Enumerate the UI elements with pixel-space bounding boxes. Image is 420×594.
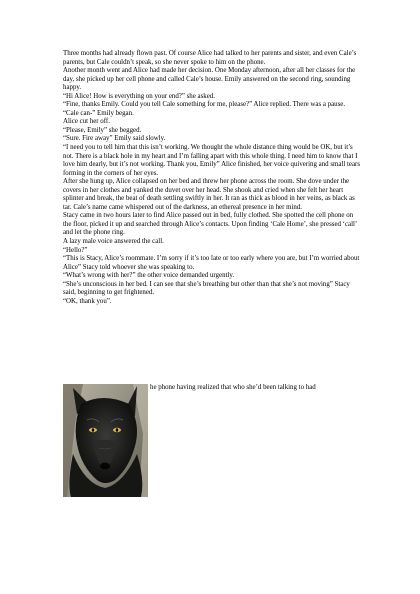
paragraph: “Please, Emily” she begged. <box>63 126 142 134</box>
wolf-image <box>63 384 148 497</box>
paragraph: “Hi Alice! How is everything on your end?” she asked. <box>63 92 215 100</box>
paragraph: “I need you to tell him that this isn’t working. We thought the whole distance thing would be OK, but it’s not. There is a black hole in my heart and I’m falling apart with this whole thing. I need him to know that I love him dearly, but it’s not working. Thank you, Emily” Alice finished, her voice quivering and small tears forming in the corners of her eyes. <box>63 144 360 177</box>
paragraph: Stacy came in two hours later to find Alice passed out in bed, fully clothed. She spotted the cell phone on the floor, picked it up and searched through Alice’s contacts. Upon finding ‘Cale Home’, she pressed ‘call’ and let the phone ring. <box>63 212 357 237</box>
paragraph: “OK, thank you”. <box>63 297 112 305</box>
wrapped-text-line: he phone having realized that who she’d been talking to had <box>150 384 316 391</box>
paragraph: Three months had already flown past. Of course Alice had talked to her parents and sister, and even Cale’s parents, but Cale couldn’t speak, so she never spoke to him on the phone. <box>63 50 357 66</box>
paragraph: After she hung up, Alice collapsed on her bed and threw her phone across the room. She dove under the covers in her clothes and yanked the duvet over her head. She shook and cried when she felt her heart splinter and break, the beat of death settling swiftly in her. It ran as thick as blood in her veins, as black as tar. Cale’s name came whispered out of the darkness, an ethereal presence in her mind. <box>63 178 355 211</box>
paragraph: “Sure. Fire away” Emily said slowly. <box>63 135 166 143</box>
paragraph: Alice cut her off. <box>63 118 110 126</box>
paragraph: “She’s unconscious in her bed. I can see that she’s breathing but other than that she’s not moving” Stacy said, beginning to get frightened. <box>63 280 350 297</box>
paragraph: “Fine, thanks Emily. Could you tell Cale something for me, please?” Alice replied. There was a pause. <box>63 101 346 109</box>
paragraph: “This is Stacy, Alice’s roommate. I’m sorry if it’s too late or too early where you are, but I’m worried about Alice” Stacy told whoever she was speaking to. <box>63 255 360 271</box>
paragraph: “Hello?” <box>63 246 88 254</box>
paragraph: Another month went and Alice had made her decision. One Monday afternoon, after all her classes for the day, she picked up her cell phone and called Cale’s house. Emily answered on the second ring, sounding happy. <box>63 67 356 92</box>
paragraph: “Cale can-” Emily began. <box>63 109 134 117</box>
story-text <box>63 50 363 306</box>
paragraph: “What’s wrong with her?” the other voice demanded urgently. <box>63 272 235 280</box>
paragraph: A lazy male voice answered the call. <box>63 238 164 246</box>
